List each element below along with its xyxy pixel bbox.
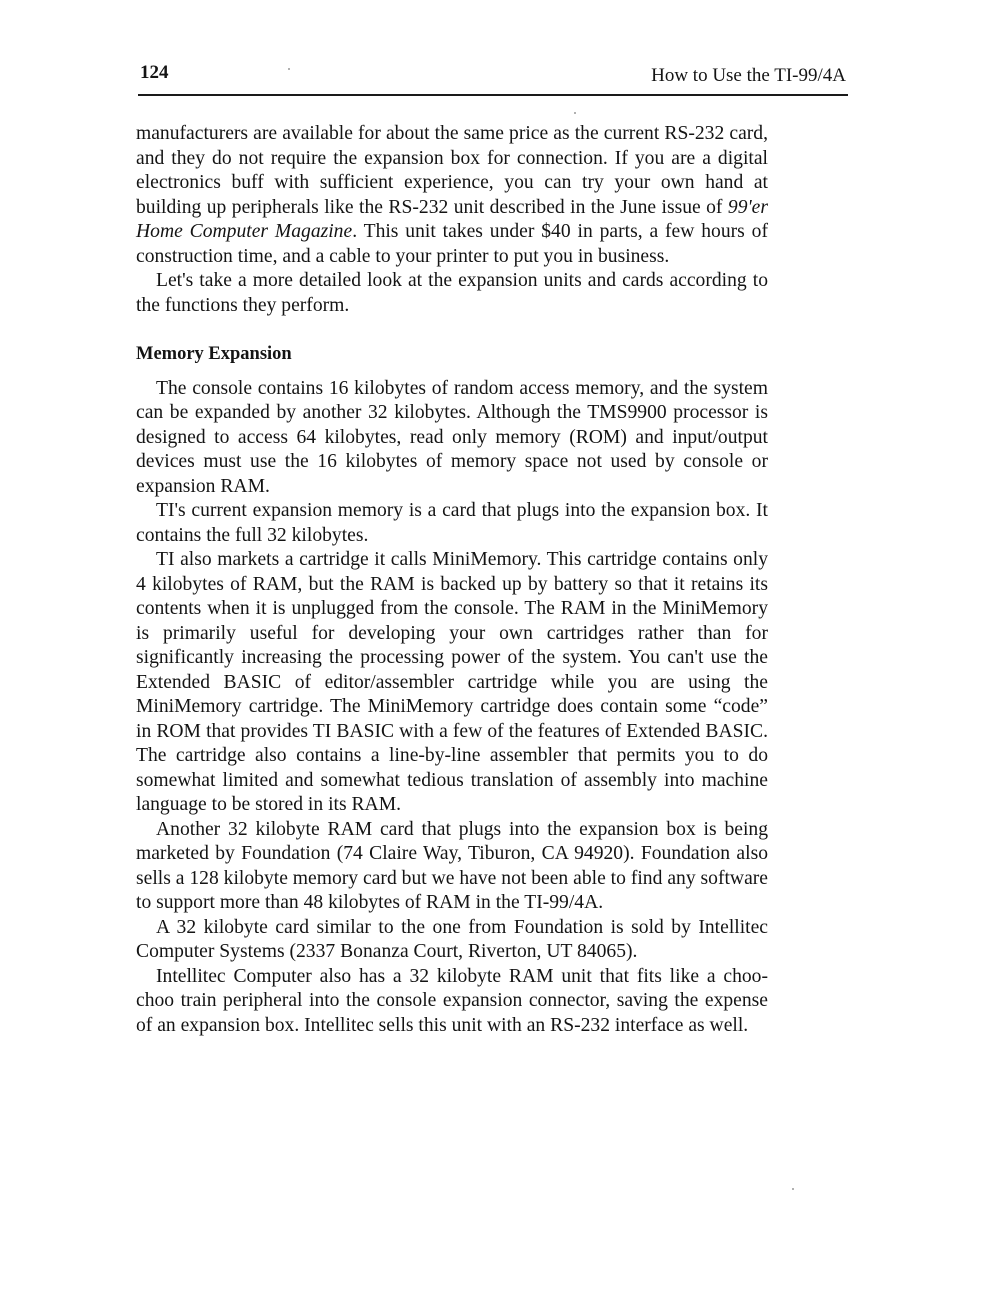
paragraph: A 32 kilobyte card similar to the one from Foundation is sold by Intellitec Computer Systems (2337 Bonanza Court, Riverton, UT 84065). (136, 916, 768, 962)
scan-speck (574, 112, 576, 114)
paragraph: TI also markets a cartridge it calls MiniMemory. This cartridge contains only 4 kilobytes of RAM, but the RAM is backed up by battery so that it retains its contents when it is unplugged from the console. The RAM in the MiniMemory is primarily useful for developing your own cartridges rather than for significantly increasing the processing power of the system. You can't use the Extended BASIC of editor/assembler cartridge while you are using the MiniMemory cartridge. The MiniMemory cartridge does contain some “code” in ROM that provides TI BASIC with a few of the features of Extended BASIC. The cartridge also contains a line-by-line assembler that permits you to do somewhat limited and somewhat tedious translation of assembly into machine language to be stored in its RAM. (136, 549, 768, 815)
magazine-title: 99'er Home Computer Magazine (136, 196, 768, 242)
paragraph-text: . This unit takes under $40 in parts, a few hours of construction time, and a cable to your printer to put you in business. (136, 221, 768, 267)
paragraph: Let's take a more detailed look at the expansion units and cards according to the functions they perform. (136, 270, 768, 316)
scan-speck (288, 68, 290, 70)
scan-speck (792, 1188, 794, 1190)
paragraph: TI's current expansion memory is a card that plugs into the expansion box. It contains the full 32 kilobytes. (136, 500, 768, 546)
paragraph: The console contains 16 kilobytes of random access memory, and the system can be expanded by another 32 kilobytes. Although the TMS9900 processor is designed to access 64 kilobytes, read only memory (ROM) and input/output devices must use the 16 kilobytes of memory space not used by console or expansion RAM. (136, 377, 768, 497)
body-text (136, 122, 768, 1038)
paragraph: Another 32 kilobyte RAM card that plugs into the expansion box is being marketed by Foundation (74 Claire Way, Tiburon, CA 94920). Foundation also sells a 128 kilobyte memory card but we have not been able to find any software to support more than 48 kilobytes of RAM in the TI-99/4A. (136, 818, 768, 913)
paragraph-continued (136, 122, 768, 269)
paragraph: Intellitec Computer also has a 32 kilobyte RAM unit that fits like a choo-choo train peripheral into the console expansion connector, saving the expense of an expansion box. Intellitec sells this unit with an RS-232 interface as well. (136, 965, 768, 1036)
page-header (138, 60, 848, 96)
page-number: 124 (140, 62, 169, 83)
section-heading: Memory Expansion (136, 344, 292, 364)
paragraph-text: manufacturers are available for about the same price as the current RS-232 card, and they do not require the expansion box for connection. If you are a digital electronics buff with sufficient experience, you can try your own hand at building up peripherals like the RS-232 unit described in the June issue of (136, 123, 768, 218)
running-head: How to Use the TI-99/4A (651, 65, 846, 86)
